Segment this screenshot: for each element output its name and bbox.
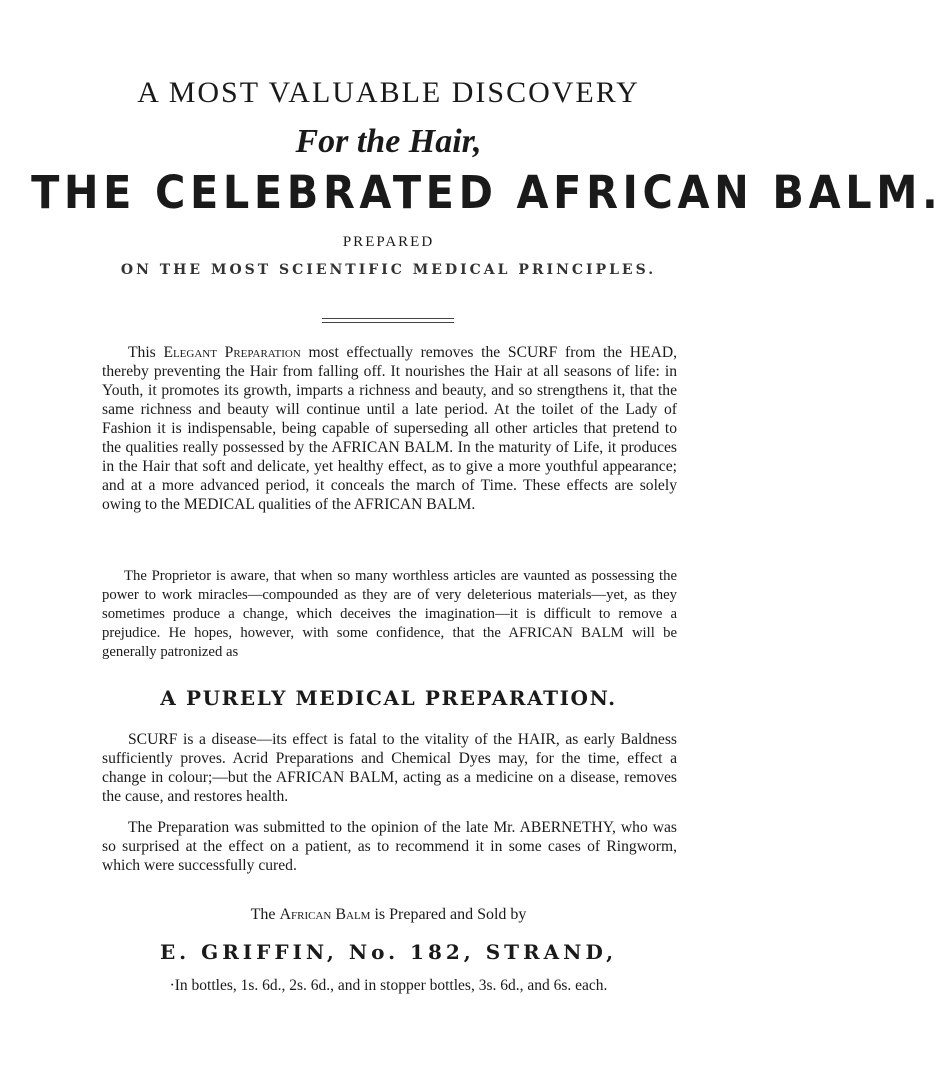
divider-rule-top bbox=[322, 318, 454, 319]
subheading-purely-medical: A PURELY MEDICAL PREPARATION. bbox=[160, 686, 617, 710]
sold-smallcaps: African Balm bbox=[279, 906, 371, 923]
paragraph-scurf: SCURF is a disease—its effect is fatal to the vitality of the HAIR, as early Baldness sufficiently proves. Acrid Preparations and Chemical Dyes may, for the time, effect a change in colour;—but the AFRICAN BALM, acting as a medicine on a disease, removes the cause, and restores health. bbox=[102, 731, 677, 805]
price-line: ·In bottles, 1s. 6d., 2s. 6d., and in stopper bottles, 3s. 6d., and 6s. each. bbox=[169, 977, 608, 994]
paragraph-proprietor: The Proprietor is aware, that when so many worthless articles are vaunted as possessing the power to work miracles—compounded as they are of very deleterious materials—yet, as they sometimes produce a change, which deceives the imagination—it is difficult to remove a prejudice. He hopes, however, with some confidence, that the AFRICAN BALM will be generally patronized as bbox=[102, 568, 677, 660]
paragraph1-body: most effectually removes the SCURF from the HEAD, thereby preventing the Hair from falling off. It nourishes the Hair at all seasons of life: in Youth, it promotes its growth, imparts a richness and beauty, and so strengthens it, that the same richness and beauty will continue until a late period. At the toilet of the Lady of Fashion it is indispensable, being capable of superseding all other articles that pretend to the qualities really possessed by the AFRICAN BALM. In the maturity of Life, it produces in the Hair that soft and delicate, yet healthy effect, as to give a more youthful appearance; and at a more advanced period, it conceals the march of Time. These effects are solely owing to the MEDICAL qualities of the AFRICAN BALM. bbox=[102, 344, 677, 513]
headline-for-the-hair: For the Hair, bbox=[295, 123, 482, 160]
vendor-address: E. GRIFFIN, No. 182, STRAND, bbox=[159, 940, 618, 964]
paragraph-elegant-preparation bbox=[102, 343, 677, 514]
paragraph1-lead: This bbox=[128, 344, 164, 361]
headline-discovery: A MOST VALUABLE DISCOVERY bbox=[137, 76, 640, 109]
paragraph-abernethy: The Preparation was submitted to the opinion of the late Mr. ABERNETHY, who was so surprised at the effect on a patient, as to recommend it in some cases of Ringworm, which were successfully cured. bbox=[102, 819, 677, 874]
paragraph1-smallcaps: Elegant Preparation bbox=[163, 344, 301, 361]
sold-by-line bbox=[0, 906, 777, 924]
headline-principles: ON THE MOST SCIENTIFIC MEDICAL PRINCIPLES. bbox=[120, 262, 657, 278]
headline-prepared: PREPARED bbox=[342, 234, 435, 250]
sold-post: is Prepared and Sold by bbox=[370, 906, 527, 923]
sold-pre: The bbox=[250, 906, 280, 923]
divider-rule-bottom bbox=[322, 322, 454, 323]
headline-african-balm: THE CELEBRATED AFRICAN BALM. bbox=[31, 166, 942, 219]
